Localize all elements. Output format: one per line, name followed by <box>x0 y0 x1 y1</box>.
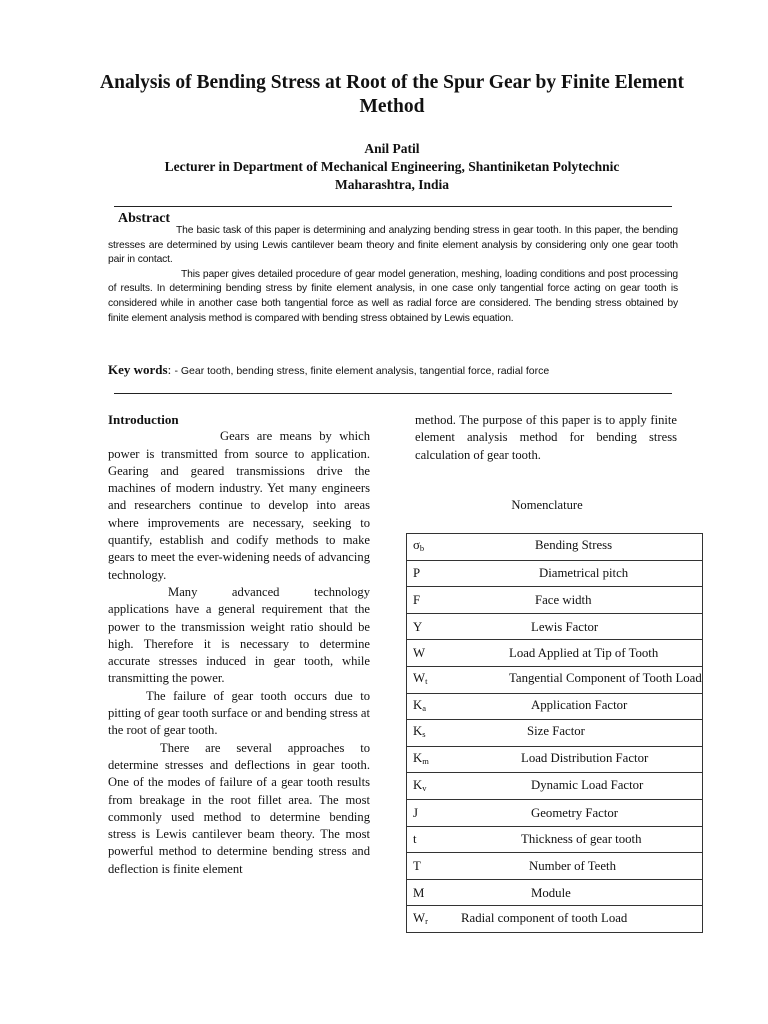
symbol-base: W <box>413 646 426 661</box>
symbol-base: t <box>413 832 417 847</box>
nomenclature-cell <box>407 773 703 800</box>
intro-paragraph-3: The failure of gear tooth occurs due to pitting of gear tooth surface or and bending stress at the root of gear tooth. <box>108 688 370 738</box>
abstract-body <box>108 224 678 326</box>
author-block <box>100 140 684 194</box>
nomenclature-description: Tangential Component of Tooth Load <box>509 671 702 686</box>
nomenclature-row <box>407 799 703 826</box>
symbol-subscript: v <box>422 782 427 793</box>
intro-paragraph-1: Gears are means by which power is transmitted from source to application. Gearing and geared transmissions drive the machines of modern industry. Yet many engineers and researchers continue to develop into areas where improvements are necessary, seeking to quantify, establish and codify methods to make gears to meet the ever-widening needs of advancing technology. <box>108 429 370 582</box>
nomenclature-description: Thickness of gear tooth <box>521 832 642 847</box>
nomenclature-description: Number of Teeth <box>529 858 616 873</box>
symbol-base: K <box>413 697 423 712</box>
symbol-base: J <box>413 805 418 820</box>
symbol-base: W <box>413 910 426 925</box>
intro-continued: method. The purpose of this paper is to apply finite element analysis method for bending stress calculation of gear tooth. <box>415 413 677 462</box>
nomenclature-symbol <box>413 724 449 741</box>
intro-paragraph-2: Many advanced technology applications have a general requirement that the power to the transmission weight ratio should be high. Therefore it is necessary to determine accurate stresses induced in gear tooth, while transmitting the power. <box>108 584 370 686</box>
nomenclature-symbol <box>413 620 449 634</box>
nomenclature-row <box>407 773 703 800</box>
nomenclature-row <box>407 879 703 906</box>
symbol-base: σ <box>413 538 420 553</box>
nomenclature-description: Geometry Factor <box>531 805 619 820</box>
nomenclature-symbol <box>413 832 449 846</box>
nomenclature-description: Size Factor <box>527 724 585 739</box>
keywords-line <box>108 361 688 380</box>
nomenclature-row <box>407 746 703 773</box>
abstract-paragraph-2: This paper gives detailed procedure of gear model generation, meshing, loading conditions and post processing of results. In determining bending stress by finite element analysis, in one case only tangential force acting on gear tooth is considered while in another case both tangential force as well as radial force are considered. The bending stress obtained by finite element analysis method is compared with bending stress obtained by Lewis equation. <box>108 268 678 324</box>
nomenclature-row <box>407 826 703 853</box>
nomenclature-row <box>407 853 703 880</box>
nomenclature-symbol <box>413 671 449 688</box>
keywords-text: - Gear tooth, bending stress, finite element analysis, tangential force, radial force <box>174 365 550 377</box>
nomenclature-description: Bending Stress <box>535 538 613 553</box>
nomenclature-row <box>407 720 703 747</box>
nomenclature-row <box>407 534 703 561</box>
keywords-label: Key words <box>108 362 168 377</box>
nomenclature-symbol <box>413 778 449 795</box>
symbol-subscript: b <box>419 543 425 554</box>
intro-paragraph-4: There are several approaches to determine stresses and deflections in gear tooth. One of the modes of failure of a gear tooth results from breakage in the root fillet area. The most commonly used method to determine bending stress is Lewis cantilever beam theory. The most powerful method to determine bending stress and deflection is finite element <box>108 740 370 876</box>
abstract-top-rule <box>114 206 672 207</box>
nomenclature-title: Nomenclature <box>511 498 583 512</box>
nomenclature-cell <box>407 853 703 880</box>
symbol-base: F <box>413 592 421 607</box>
abstract-heading: Abstract <box>118 211 171 226</box>
nomenclature-cell <box>407 879 703 906</box>
nomenclature-row <box>407 560 703 587</box>
abstract-paragraph-1: The basic task of this paper is determining and analyzing bending stress in gear tooth. In this paper, the bending stresses are determined by using Lewis cantilever beam theory and finite element analysis by considering only one gear tooth pair in contact. <box>108 225 678 266</box>
nomenclature-row <box>407 613 703 640</box>
nomenclature-symbol <box>413 751 449 768</box>
nomenclature-description: Face width <box>535 592 592 607</box>
nomenclature-table <box>406 533 703 933</box>
nomenclature-description: Radial component of tooth Load <box>461 910 628 925</box>
nomenclature-row <box>407 640 703 667</box>
nomenclature-symbol <box>413 538 449 555</box>
nomenclature-row <box>407 587 703 614</box>
nomenclature-cell <box>407 666 703 693</box>
nomenclature-row <box>407 693 703 720</box>
symbol-subscript: r <box>425 915 428 926</box>
nomenclature-description: Lewis Factor <box>531 619 599 634</box>
nomenclature-symbol <box>413 566 449 580</box>
nomenclature-symbol <box>413 698 449 715</box>
symbol-base: Y <box>413 619 423 634</box>
symbol-base: K <box>413 751 423 766</box>
symbol-subscript: a <box>422 702 427 713</box>
symbol-subscript: m <box>422 756 429 767</box>
nomenclature-cell <box>407 799 703 826</box>
symbol-base: T <box>413 858 421 873</box>
symbol-base: W <box>413 671 426 686</box>
introduction-column <box>108 411 370 878</box>
nomenclature-symbol <box>413 806 449 820</box>
nomenclature-cell <box>407 746 703 773</box>
nomenclature-cell <box>407 587 703 614</box>
nomenclature-description: Load Distribution Factor <box>521 751 649 766</box>
nomenclature-cell <box>407 693 703 720</box>
nomenclature-cell <box>407 640 703 667</box>
paper-title: Analysis of Bending Stress at Root of the Spur Gear by Finite Element Method <box>100 72 684 117</box>
nomenclature-cell <box>407 560 703 587</box>
keywords-bottom-rule <box>114 393 672 394</box>
symbol-base: P <box>413 566 421 581</box>
nomenclature-description: Load Applied at Tip of Tooth <box>509 646 659 661</box>
nomenclature-row <box>407 906 703 933</box>
nomenclature-description: Application Factor <box>531 697 628 712</box>
symbol-subscript: t <box>425 676 428 687</box>
nomenclature-description: Module <box>531 885 571 900</box>
nomenclature-symbol <box>413 646 449 660</box>
affiliation-line-2: Maharashtra, India <box>334 177 449 192</box>
author-name: Anil Patil <box>364 141 420 156</box>
nomenclature-cell <box>407 720 703 747</box>
symbol-subscript: s <box>422 729 426 740</box>
nomenclature-cell <box>407 826 703 853</box>
nomenclature-cell <box>407 534 703 561</box>
affiliation-line-1: Lecturer in Department of Mechanical Engineering, Shantiniketan Polytechnic <box>164 159 620 174</box>
nomenclature-cell <box>407 613 703 640</box>
nomenclature-row <box>407 666 703 693</box>
nomenclature-symbol <box>413 911 449 928</box>
nomenclature-symbol <box>413 593 449 607</box>
introduction-heading: Introduction <box>108 412 179 427</box>
nomenclature-symbol <box>413 859 449 873</box>
keywords-separator: : <box>167 362 175 377</box>
symbol-base: K <box>413 777 423 792</box>
nomenclature-description: Dynamic Load Factor <box>531 777 644 792</box>
nomenclature-cell <box>407 906 703 933</box>
symbol-base: M <box>413 885 425 900</box>
nomenclature-symbol <box>413 886 449 900</box>
nomenclature-description: Diametrical pitch <box>539 566 629 581</box>
symbol-base: K <box>413 724 423 739</box>
